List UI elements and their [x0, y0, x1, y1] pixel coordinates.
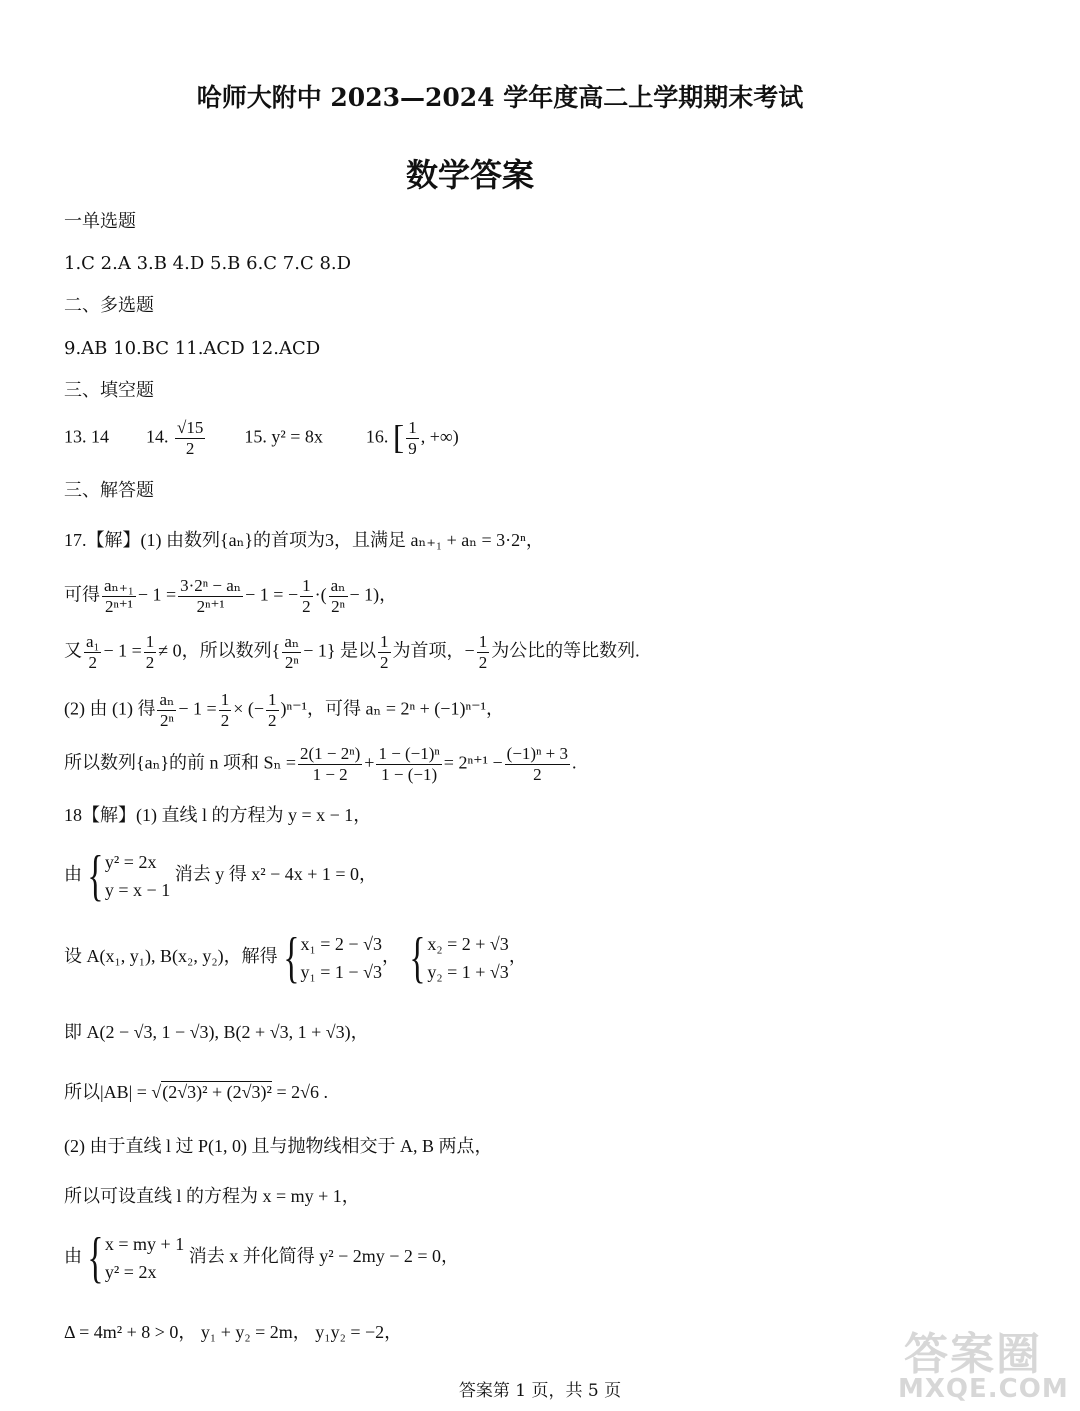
- p18-line-5: 所以|AB| = √(2√3)² + (2√3)² = 2√6 .: [64, 1082, 328, 1102]
- answer-15: 15. y² = 8x: [244, 426, 323, 447]
- p18-line-2: 由{ y² = 2x y = x − 1 消去 y 得 x² − 4x + 1 = 0，: [64, 845, 378, 907]
- answer-16-tail: , +∞): [420, 426, 459, 447]
- answer-14-label: 14.: [146, 426, 169, 447]
- p18-line-1: 18【解】(1) 直线 l 的方程为 y = x − 1，: [64, 805, 372, 825]
- p17-line-5: 所以数列{aₙ}的前 n 项和 Sₙ = $\frac{\text{2(1 − 2ⁿ)}}{1 - 2}$ + $\frac{\text{1 − (−1)ⁿ}}{1 - (-1)}$ = 2ⁿ⁺¹ − $\frac{\text{(−1)ⁿ + 3}}{2}$ .: [64, 744, 577, 784]
- answer-14-fraction: $\frac{√15}{2}$: [177, 418, 204, 458]
- p18-line-7: 所以可设直线 l 的方程为 x = my + 1，: [64, 1186, 360, 1206]
- fill-blank-answers: 13. 14 14. $\frac{√15}{2}$ 15. y² = 8x 16. [ $\frac{1}{9}$ , +∞): [64, 418, 459, 458]
- multi-choice-answers: 9.AB 10.BC 11.ACD 12.ACD: [64, 338, 321, 359]
- p17-line-1: 17.【解】(1) 由数列{aₙ}的首项为3，且满足 aₙ₊₁ + aₙ = 3·2ⁿ，: [64, 530, 544, 550]
- p18-line-8: 由{ x = my + 1 y² = 2x 消去 x 并化简得 y² − 2my − 2 = 0，: [64, 1227, 460, 1289]
- section-heading-single-choice: 一单选题: [64, 211, 136, 232]
- exam-title: 哈师大附中 2023—2024 学年度高二上学期期末考试: [196, 83, 804, 112]
- answer-13: 13. 14: [64, 426, 109, 447]
- section-heading-solutions: 三、解答题: [64, 480, 154, 501]
- section-heading-multi-choice: 二、多选题: [64, 295, 154, 316]
- p18-line-6: (2) 由于直线 l 过 P(1, 0) 且与抛物线相交于 A, B 两点，: [64, 1136, 493, 1156]
- watermark-bottom-text: MXQE.COM: [898, 1374, 1069, 1404]
- single-choice-answers: 1.C 2.A 3.B 4.D 5.B 6.C 7.C 8.D: [64, 253, 352, 274]
- p17-line-2: 可得 $\frac{\text{aₙ₊₁}}{\text{2ⁿ⁺¹}}$ − 1 = $\frac{\text{3·2ⁿ − aₙ}}{\text{2ⁿ⁺¹}}$ − 1 = − $\frac{1}{2}$ ·( $\frac{\text{aₙ}}{\text{2ⁿ}}$ − 1)，: [64, 576, 398, 616]
- answer-16-label: 16.: [365, 426, 389, 447]
- p17-line-4: (2) 由 (1) 得 $\frac{\text{aₙ}}{\text{2ⁿ}}$ − 1 = $\frac{1}{2}$ × (− $\frac{1}{2}$ )ⁿ⁻¹，可得 aₙ = 2ⁿ + (−1)ⁿ⁻¹，: [64, 690, 505, 730]
- subject-title: 数学答案: [405, 156, 534, 194]
- site-watermark: [898, 1318, 1068, 1408]
- p18-line-9: Δ = 4m² + 8 > 0， y₁ + y₂ = 2m， y₁y₂ = −2，: [64, 1322, 403, 1342]
- section-heading-fill-blank: 三、填空题: [64, 380, 154, 401]
- p17-line-3: 又 $\frac{\text{a₁}}{2}$ − 1 = $\frac{1}{2}$ ≠ 0，所以数列{ $\frac{\text{aₙ}}{\text{2ⁿ}}$ − 1} 是以 $\frac{1}{2}$ 为首项，− $\frac{1}{2}$ 为公比的等比数列.: [64, 632, 640, 672]
- page-footer: 答案第 1 页，共 5 页: [458, 1381, 622, 1401]
- p18-line-3: 设 A(x₁, y₁), B(x₂, y₂)，解得{ x₁ = 2 − √3 y₁ = 1 − √3 ， { x₂ = 2 + √3 y₂ = 1 + √3 ，: [64, 927, 527, 989]
- p18-line-4: 即 A(2 − √3, 1 − √3), B(2 + √3, 1 + √3)，: [64, 1022, 369, 1042]
- answer-16-fraction: $\frac{1}{9}$: [408, 418, 417, 458]
- watermark-top-text: 答案圈: [904, 1329, 1042, 1380]
